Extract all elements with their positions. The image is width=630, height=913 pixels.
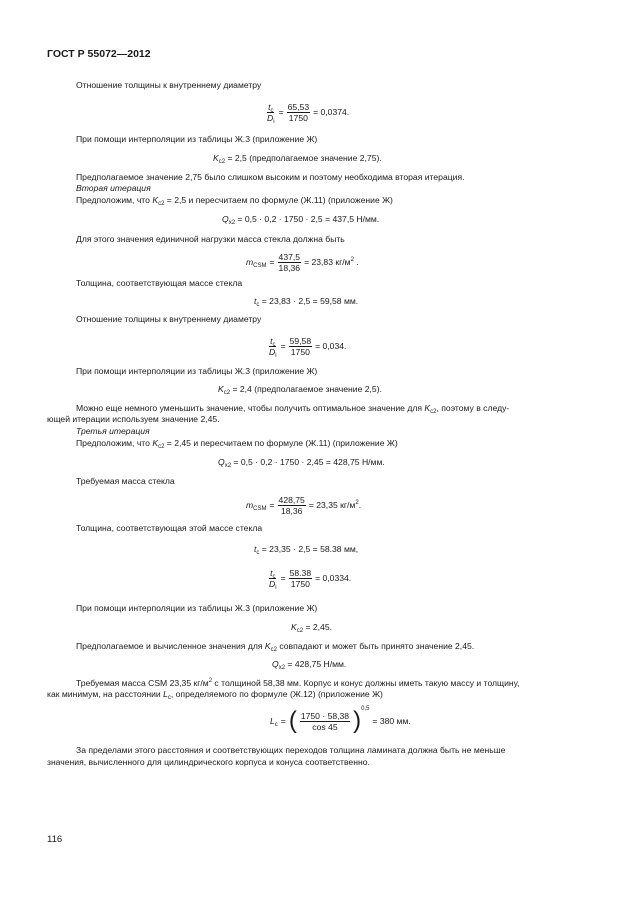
text-line: Требуемая масса стекла (76, 476, 175, 486)
text-line: Отношение толщины к внутреннему диаметру (76, 314, 262, 324)
formula-t-1: $t_c = 23,83 \cdot 2,5 = 59,58$ мм. (254, 296, 359, 308)
formula-mass-1: $m_{CSM}$ = $\frac{437,5}{18,36}$ = 23,83 $кг/м^2$ . (246, 252, 359, 273)
text-line: как минимум, на расстоянии $L_c$, определяемого по формуле (Ж.12) (приложение Ж) (47, 689, 383, 701)
text-line: Для этого значения единичной нагрузки масса стекла должна быть (76, 234, 345, 244)
text-line: значения, вычисленного для цилиндрического корпуса и конуса соответственно. (47, 757, 370, 767)
formula-mass-2: $m_{CSM}$ = $\frac{428,75}{18,36}$ = 23,35 $кг/м^2$. (246, 495, 362, 516)
formula-ratio-1: $\frac{t_c}{D_i}$ = $\frac{65,53}{1750}$ = 0,0374. (267, 102, 350, 125)
text-line: Толщина, соответствующая массе стекла (76, 278, 243, 288)
text-line: Толщина, соответствующая этой массе стекла (76, 523, 263, 533)
formula-q-2: $Q_{x2} = 0,5 \cdot 0,2 \cdot 1750 \cdot 2,45 = 428,75$ Н/мм. (218, 457, 385, 469)
page-number: 116 (47, 834, 63, 845)
text-line: Можно еще немного уменьшить значение, чтобы получить оптимальное значение для $K_{c2}$, поэтому в следу- (76, 403, 510, 415)
section-heading: Вторая итерация (76, 183, 151, 193)
text-line: Предположим, что $K_{c2} = 2,45$ и пересчитаем по формуле (Ж.11) (приложение Ж) (76, 438, 398, 450)
fraction-values: $\frac{65,53}{1750}$ (287, 102, 310, 123)
formula-ratio-2: $\frac{t_c}{D_i}$ = $\frac{59,58}{1750}$ = 0,034. (269, 336, 347, 359)
formula-lc: $L_c$ = ( $\frac{1750 \cdot 58,38}{\cos 45}$ ) 0,5 = 380 мм. (270, 706, 411, 734)
text-line: Отношение толщины к внутреннему диаметру (76, 80, 262, 90)
text-line: Предположим, что $K_{c2} = 2,5$ и пересчитаем по формуле (Ж.11) (приложение Ж) (76, 195, 393, 207)
fraction-t-d: $\frac{t_c}{D_i}$ (267, 102, 275, 125)
formula-t-2: $t_c = 23,35 \cdot 2,5 = 58.38$ мм, (254, 544, 359, 556)
text-line: Предполагаемое и вычисленное значения для $K_{c2}$ совпадают и может быть принято значение 2,45. (76, 641, 475, 653)
formula-ratio-3: $\frac{t_c}{D_i}$ = $\frac{58.38}{1750}$ = 0,0334. (269, 568, 352, 591)
formula-q-1: $Q_{x2} = 0,5 \cdot 0,2 \cdot 1750 \cdot 2,5 = 437,5$ Н/мм. (222, 214, 380, 226)
document-header: ГОСТ Р 55072—2012 (47, 48, 151, 60)
text-line: За пределами этого расстояния и соответствующих переходов толщина ламината должна быть не меньше (76, 745, 506, 755)
section-heading: Третья итерация (76, 426, 150, 436)
formula-q-3: $Q_{x2} = 428,75$ Н/мм. (272, 659, 347, 671)
text-line: При помощи интерполяции из таблицы Ж.3 (приложение Ж) (76, 366, 318, 376)
text-line: При помощи интерполяции из таблицы Ж.3 (приложение Ж) (76, 134, 318, 144)
text-line: При помощи интерполяции из таблицы Ж.3 (приложение Ж) (76, 603, 318, 613)
formula-k-2: $K_{c2} = 2,4$ (предполагаемое значение 2,5). (218, 384, 382, 396)
formula-k-3: $K_{c2} = 2,45$. (291, 622, 332, 634)
text-line: ющей итерации используем значение 2,45. (47, 414, 220, 424)
formula-k-1: $K_{c2} = 2,5$ (предполагаемое значение 2,75). (213, 153, 382, 165)
text-line: Требуемая масса CSM 23,35 $кг/м^2$ с толщиной 58,38 мм. Корпус и конус должны иметь такую массу и толщину, (76, 678, 520, 688)
text-line: Предполагаемое значение 2,75 было слишком высоким и поэтому необходима вторая итерация. (76, 172, 465, 182)
